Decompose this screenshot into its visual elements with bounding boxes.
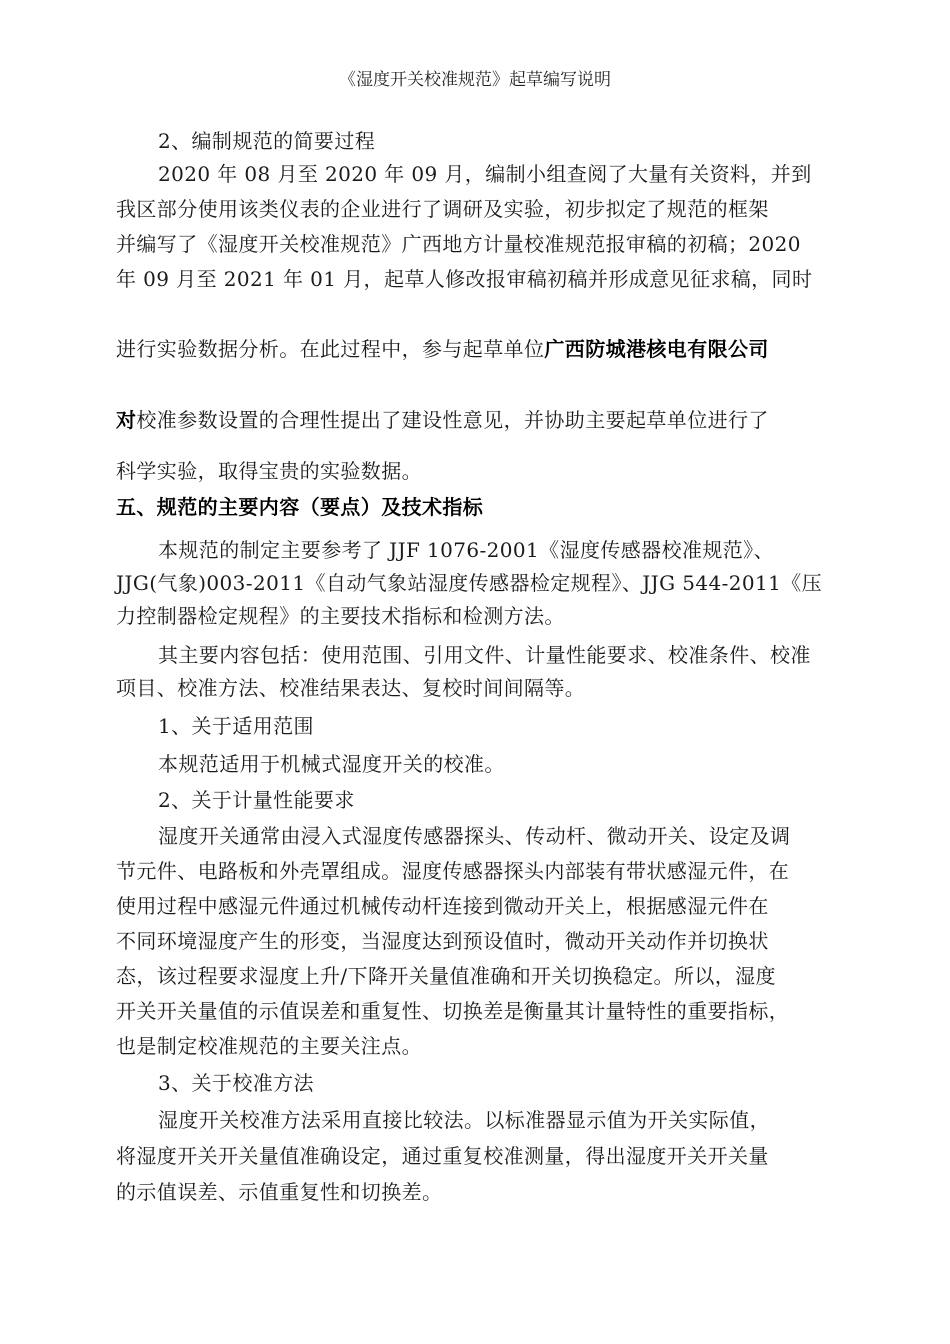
paragraph-line: 2020 年 08 月至 2020 年 09 月，编制小组查阅了大量有关资料，并到 bbox=[158, 162, 812, 186]
paragraph-line: 开关开关量值的示值误差和重复性、切换差是衡量其计量特性的重要指标， bbox=[116, 999, 790, 1023]
paragraph-line: 年 09 月至 2021 年 01 月，起草人修改报审稿初稿并形成意见征求稿，同时 bbox=[116, 267, 813, 291]
paragraph-line: 力控制器检定规程》的主要技术指标和检测方法。 bbox=[116, 604, 565, 628]
paragraph-line bbox=[116, 407, 838, 433]
paragraph-line: 也是制定校准规范的主要关注点。 bbox=[116, 1034, 422, 1058]
paragraph-line: 节元件、电路板和外壳罩组成。湿度传感器探头内部装有带状感湿元件，在 bbox=[116, 859, 790, 883]
paragraph-line bbox=[116, 336, 838, 362]
subsection-heading-process: 2、编制规范的简要过程 bbox=[158, 129, 376, 153]
paragraph-line: 本规范适用于机械式湿度开关的校准。 bbox=[158, 752, 505, 776]
subsection-heading-scope: 1、关于适用范围 bbox=[158, 714, 314, 738]
paragraph-line: 科学实验，取得宝贵的实验数据。 bbox=[116, 459, 422, 483]
paragraph-line: 使用过程中感湿元件通过机械传动杆连接到微动开关上，根据感湿元件在 bbox=[116, 894, 769, 918]
paragraph-line: 态，该过程要求湿度上升/下降开关量值准确和开关切换稳定。所以，湿度 bbox=[116, 964, 776, 988]
paragraph-text: 进行实验数据分析。在此过程中，参与起草单位 bbox=[116, 337, 545, 361]
paragraph-line: 其主要内容包括：使用范围、引用文件、计量性能要求、校准条件、校准 bbox=[158, 643, 811, 667]
paragraph-line: 不同环境湿度产生的形变，当湿度达到预设值时，微动开关动作并切换状 bbox=[116, 929, 769, 953]
paragraph-line: 我区部分使用该类仪表的企业进行了调研及实验，初步拟定了规范的框架 bbox=[116, 197, 769, 221]
paragraph-line: 项目、校准方法、校准结果表达、复校时间间隔等。 bbox=[116, 676, 586, 700]
paragraph-line: 的示值误差、示值重复性和切换差。 bbox=[116, 1180, 443, 1204]
company-name: 广西防城港核电有限公司 bbox=[544, 337, 769, 361]
paragraph-line: JJG(气象)003-2011《自动气象站湿度传感器检定规程》、JJG 544-2011《压 bbox=[116, 571, 823, 595]
paragraph-text: 校准参数设置的合理性提出了建设性意见，并协助主要起草单位进行了 bbox=[136, 408, 769, 432]
subsection-heading-method: 3、关于校准方法 bbox=[158, 1071, 314, 1095]
paragraph-line: 湿度开关通常由浸入式湿度传感器探头、传动杆、微动开关、设定及调 bbox=[158, 824, 791, 848]
paragraph-line: 本规范的制定主要参考了 JJF 1076-2001《湿度传感器校准规范》、 bbox=[158, 538, 774, 562]
subsection-heading-metrology: 2、关于计量性能要求 bbox=[158, 788, 355, 812]
paragraph-line: 并编写了《湿度开关校准规范》广西地方计量校准规范报审稿的初稿；2020 bbox=[116, 232, 801, 256]
paragraph-text-bold: 对 bbox=[116, 408, 137, 432]
paragraph-line: 将湿度开关开关量值准确设定，通过重复校准测量，得出湿度开关开关量 bbox=[116, 1144, 769, 1168]
page-header-title: 《湿度开关校准规范》起草编写说明 bbox=[339, 70, 611, 90]
section-heading-main-content: 五、规范的主要内容（要点）及技术指标 bbox=[116, 495, 484, 519]
paragraph-line: 湿度开关校准方法采用直接比较法。以标准器显示值为开关实际值， bbox=[158, 1108, 770, 1132]
